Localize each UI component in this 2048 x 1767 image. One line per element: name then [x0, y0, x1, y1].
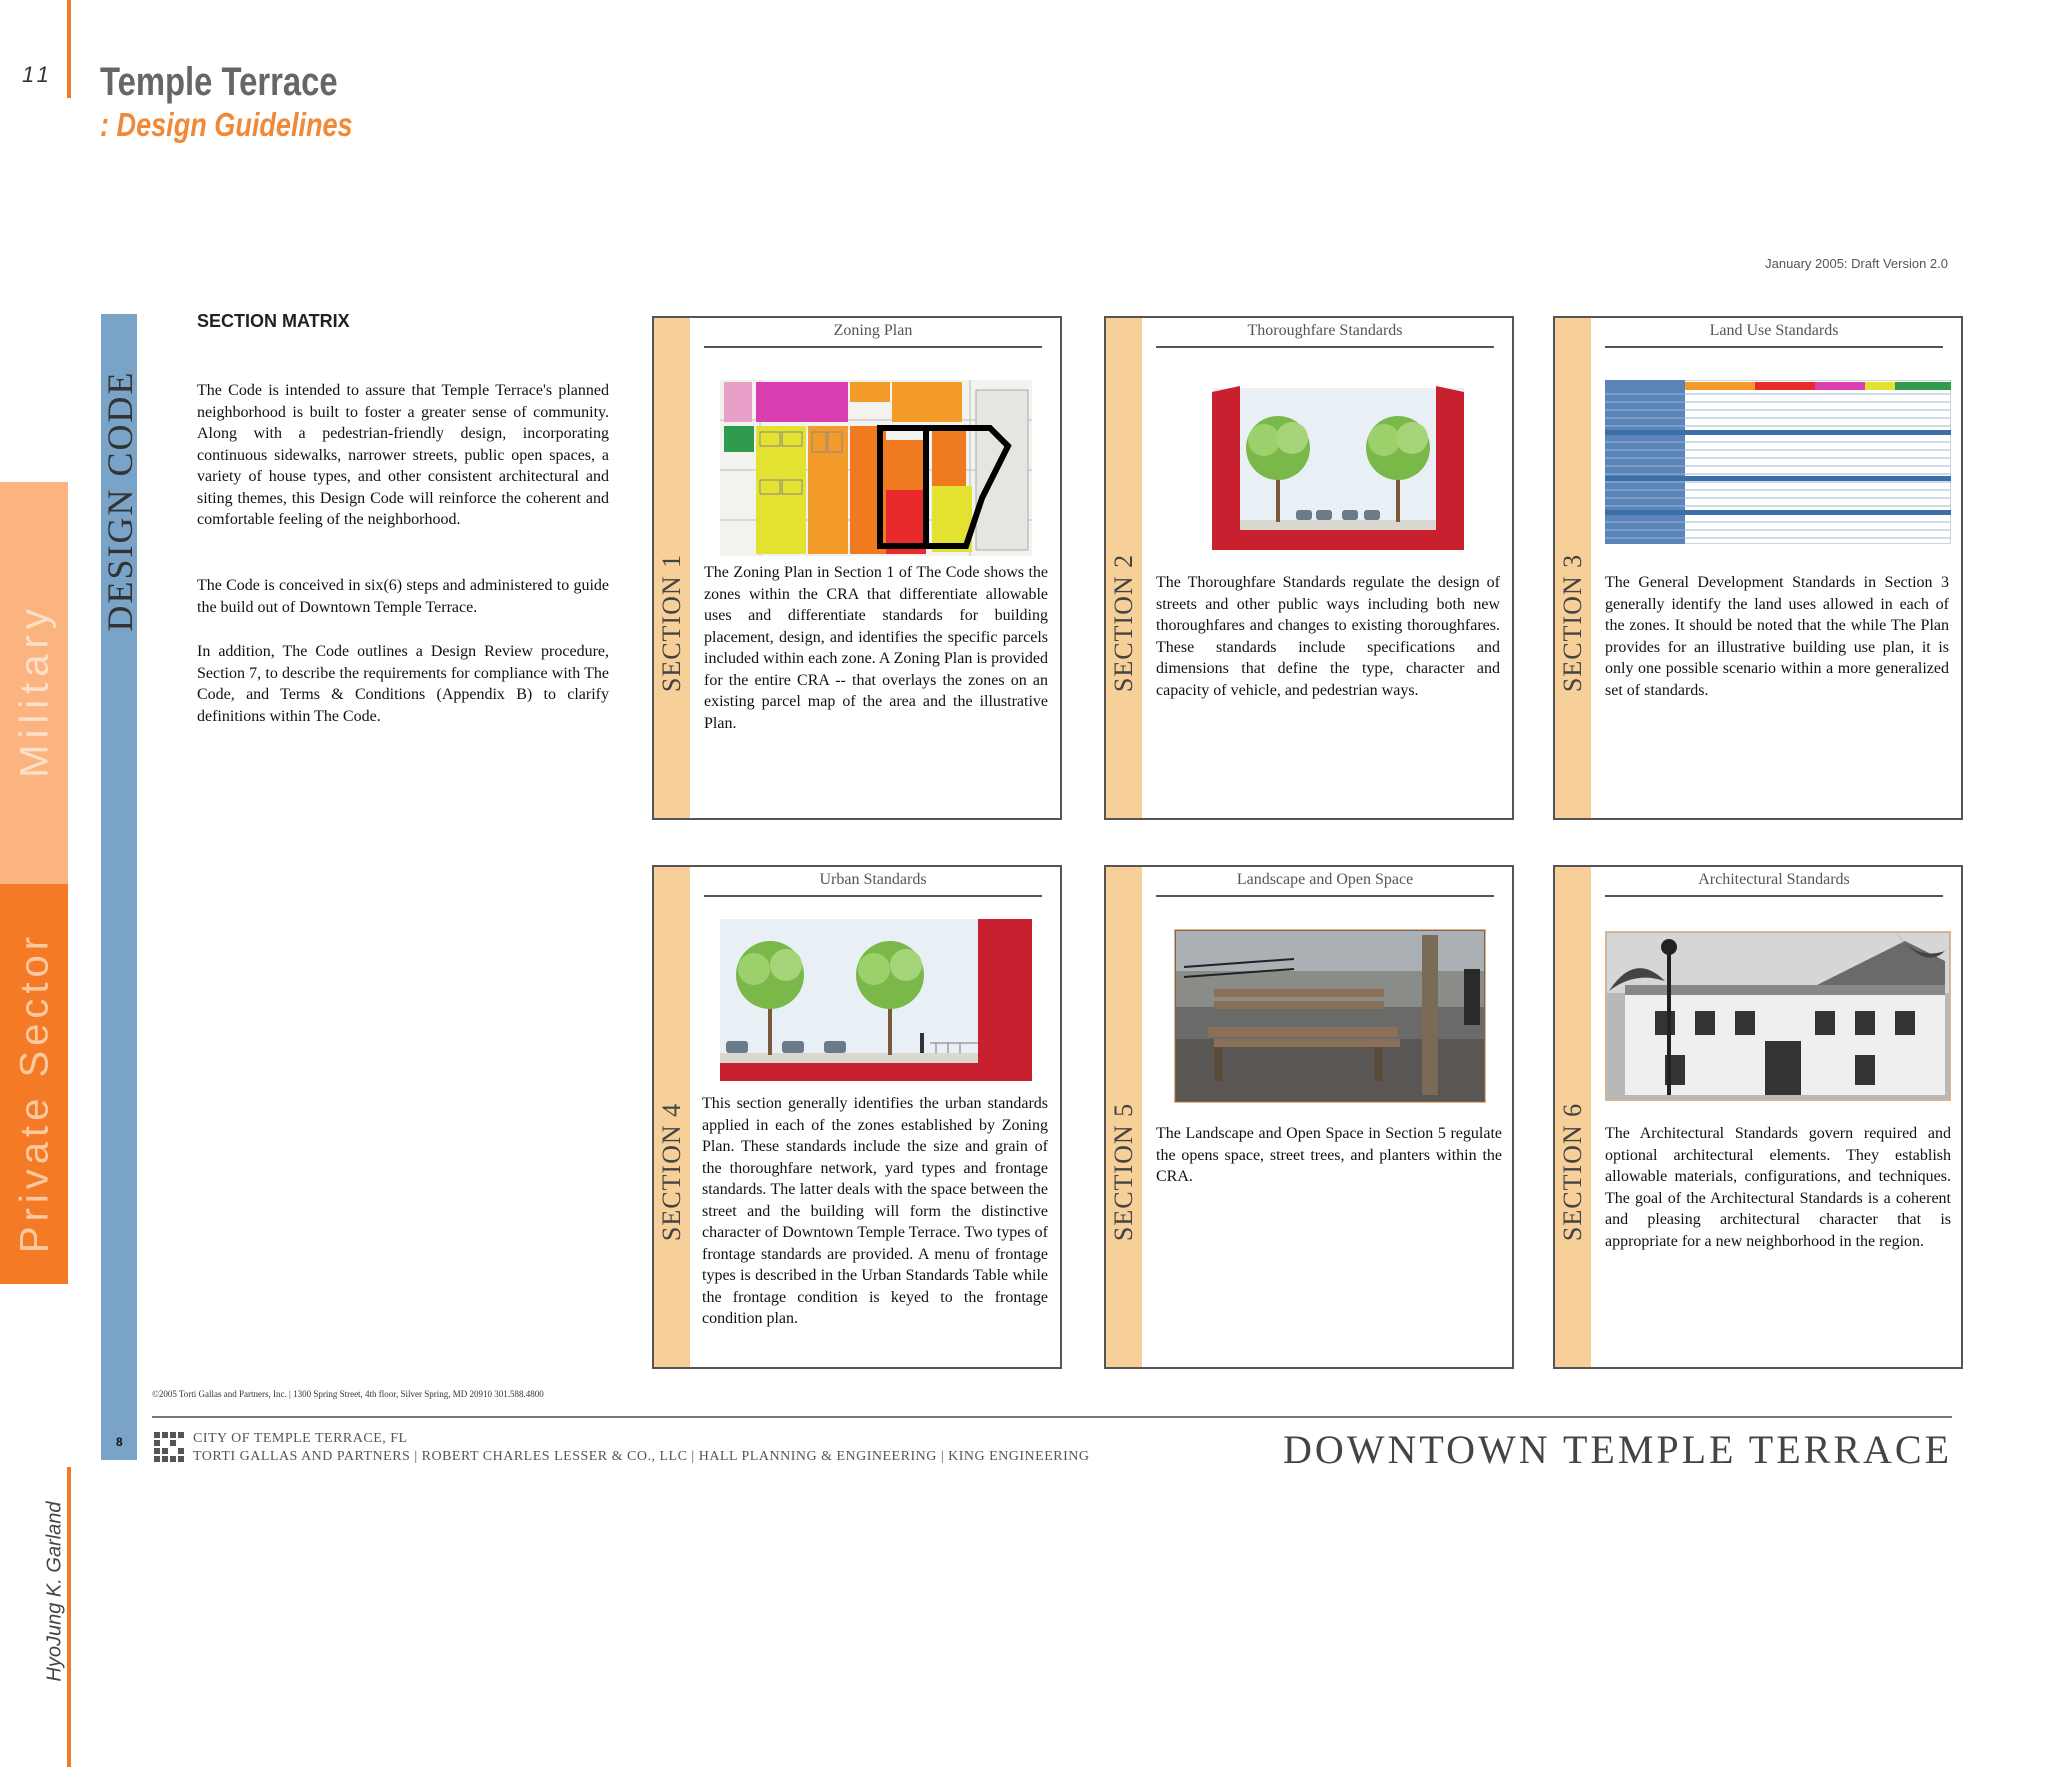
section-card-thoroughfare-standards[interactable] [1104, 316, 1514, 820]
page-subtitle: : Design Guidelines [100, 106, 353, 143]
card-body: The Thoroughfare Standards regulate the design of streets and other public ways including both new thoroughfares and changes to existing thoroughfares. These standards include specifications and dimensions that define the type, character and capacity of vehicle, and pedestrian ways. [1156, 574, 1500, 699]
land-use-table-thumbnail [1605, 380, 1951, 544]
card-body: The Architectural Standards govern required and optional architectural elements. They establish allowable materials, configurations, and techniques. The goal of the Architectural Standards is a coherent and pleasing architectural character that is appropriate for a new neighborhood in the region. [1605, 1125, 1951, 1250]
card-body: The General Development Standards in Section 3 generally identify the land uses allowed in each of the zones. It should be noted that the while The Plan provides for an illustrative building use plan, it is only one possible scenario within a more generalized set of standards. [1605, 574, 1949, 699]
card-section-label: SECTION 3 [1558, 553, 1587, 693]
card-title: Zoning Plan [704, 322, 1042, 348]
consortium-logo-icon [154, 1432, 184, 1462]
section-card-land-use-standards[interactable] [1553, 316, 1963, 820]
document-page-number: 8 [116, 1435, 123, 1449]
architecture-photo [1605, 931, 1951, 1101]
card-title: Land Use Standards [1605, 322, 1943, 348]
copyright-line: ©2005 Torti Gallas and Partners, Inc. | 1300 Spring Street, 4th floor, Silver Spring, MD 20910 301.588.4800 [152, 1389, 544, 1399]
footer-partners-line: TORTI GALLAS AND PARTNERS | ROBERT CHARLES LESSER & CO., LLC | HALL PLANNING & ENGINEERING | KING ENGINEERING [193, 1449, 1090, 1464]
card-section-label: SECTION 1 [657, 553, 686, 693]
card-section-label: SECTION 2 [1109, 553, 1138, 693]
intro-paragraph: The Code is intended to assure that Temple Terrace's planned neighborhood is built to foster a greater sense of community. Along with a pedestrian-friendly design, incorporating continuous sidewalks, narrower streets, public open spaces, a variety of house types, and other consistent architectural and siting themes, this Design Code will reinforce the coherent and comfortable feeling of the neighborhood. [197, 382, 609, 528]
section-card-landscape-open-space[interactable] [1104, 865, 1514, 1369]
portfolio-page-number: 11 [22, 62, 53, 87]
card-title: Landscape and Open Space [1156, 871, 1494, 897]
footer-divider [152, 1416, 1952, 1418]
section-matrix-heading: SECTION MATRIX [197, 311, 350, 331]
design-code-label: DESIGN CODE [100, 370, 140, 632]
thoroughfare-section-illustration [1212, 380, 1464, 550]
zoning-plan-map [720, 380, 1032, 556]
card-body: This section generally identifies the urban standards applied in each of the zones established by Zoning Plan. These standards include the size and grain of the thoroughfare network, yard types and frontage standards. The latter deals with the space between the street and the building will form the distinctive character of Downtown Temple Terrace. Two types of frontage standards are provided. A menu of frontage types is described in the Urban Standards Table while the frontage condition is keyed to the frontage condition plan. [702, 1095, 1048, 1327]
accent-line-bottom [67, 1467, 71, 1767]
intro-paragraph: The Code is conceived in six(6) steps and administered to guide the build out of Downtown Temple Terrace. [197, 577, 609, 616]
tab-private-sector-label: Private Sector [12, 931, 57, 1254]
page-title: Temple Terrace [100, 60, 338, 104]
accent-line-top [67, 0, 71, 98]
footer-project-title: DOWNTOWN TEMPLE TERRACE [1283, 1427, 1952, 1472]
footer-city-line: CITY OF TEMPLE TERRACE, FL [193, 1431, 408, 1446]
card-title: Architectural Standards [1605, 871, 1943, 897]
card-section-label: SECTION 5 [1109, 1102, 1138, 1242]
intro-paragraph: In addition, The Code outlines a Design Review procedure, Section 7, to describe the requirements for compliance with The Code, and Terms & Conditions (Appendix B) to clarify definitions within The Code. [197, 643, 609, 725]
card-body: The Landscape and Open Space in Section 5 regulate the opens space, street trees, and planters within the CRA. [1156, 1125, 1502, 1185]
card-section-label: SECTION 6 [1558, 1102, 1587, 1242]
draft-version-note: January 2005: Draft Version 2.0 [1765, 256, 1948, 271]
section-card-architectural-standards[interactable] [1553, 865, 1963, 1369]
urban-section-illustration [720, 919, 1032, 1081]
tab-military[interactable] [0, 482, 68, 884]
section-card-zoning-plan[interactable] [652, 316, 1062, 820]
card-title: Urban Standards [704, 871, 1042, 897]
card-body: The Zoning Plan in Section 1 of The Code shows the zones within the CRA that differentiate allowable uses and differentiate standards for building placement, design, and identifies the specific parcels included within each zone. A Zoning Plan is provided for the entire CRA -- that overlays the zones on an existing parcel map of the area and the illustrative Plan. [704, 564, 1048, 732]
tab-military-label: Military [12, 603, 57, 778]
author-name: HyoJung K. Garland [43, 1501, 66, 1682]
card-title: Thoroughfare Standards [1156, 322, 1494, 348]
tab-private-sector[interactable] [0, 884, 68, 1284]
section-card-urban-standards[interactable] [652, 865, 1062, 1369]
card-section-label: SECTION 4 [657, 1102, 686, 1242]
park-bench-photo [1174, 929, 1486, 1103]
